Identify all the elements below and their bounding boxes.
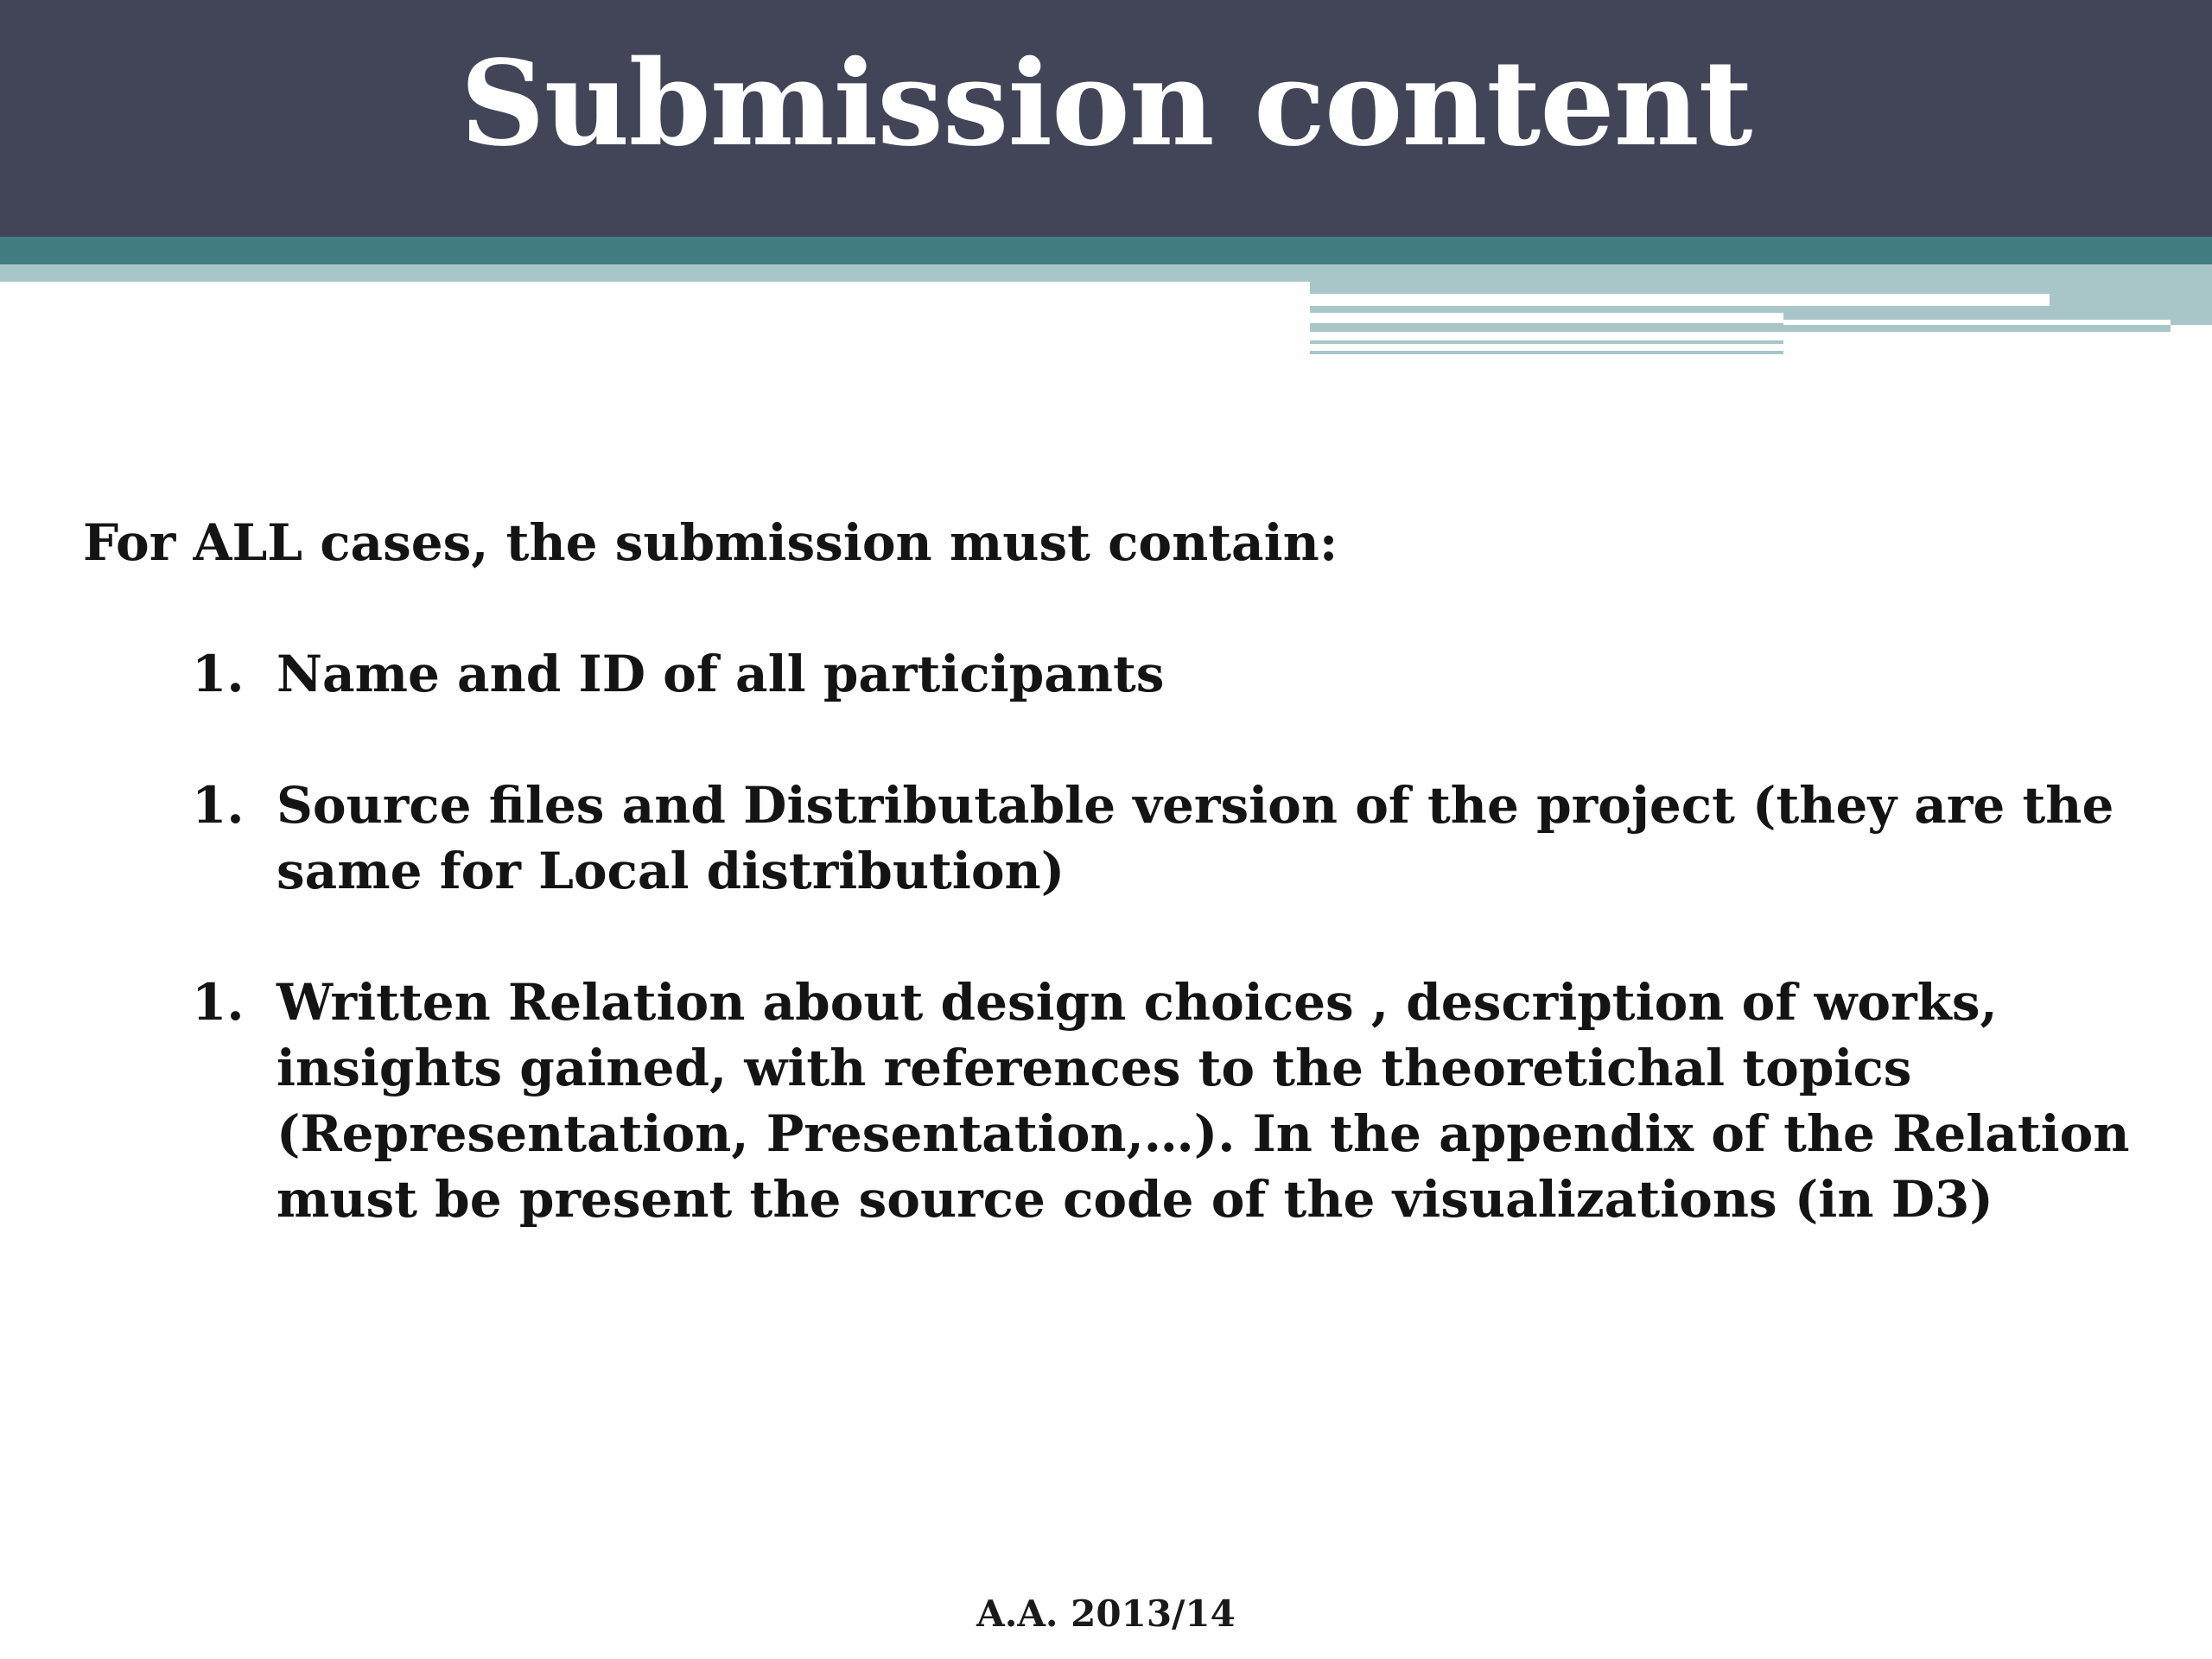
list-marker: 1. [192, 973, 245, 1032]
decorative-gap-line [2171, 325, 2212, 332]
list-item [83, 641, 2212, 707]
decorative-stripe-light [0, 264, 1310, 282]
list-item [83, 772, 2212, 904]
list-item-text: Name and ID of all participants [276, 645, 1165, 703]
slide-title: Submission content [460, 35, 1752, 173]
list-marker: 1. [192, 776, 245, 835]
list-item-text: Source files and Distributable version of the project (they are the same for Local distribution) [276, 776, 2114, 900]
title-bar [0, 0, 2212, 237]
decorative-gap-line [1310, 313, 1783, 323]
list-item [83, 969, 2212, 1232]
decorative-stripe-dark [0, 237, 2212, 264]
list-marker: 1. [192, 645, 245, 703]
slide-body [83, 510, 2157, 1298]
intro-text: For ALL cases, the submission must contain: [83, 513, 1338, 572]
list-item-text: Written Relation about design choices , description of works, insights gained, with references to the theoretichal topics (Representation, Presentation,…). In the appendix of the Relation must be present the source code of the visualizations (in D3) [276, 973, 2130, 1229]
decorative-gap-line [1783, 320, 2171, 325]
footer-text: A.A. 2013/14 [976, 1592, 1236, 1635]
decorative-gap-line [1310, 294, 2050, 306]
decorative-thin-line [1310, 351, 1783, 354]
requirements-list [83, 641, 2157, 1232]
decorative-thin-line [1310, 340, 1783, 344]
